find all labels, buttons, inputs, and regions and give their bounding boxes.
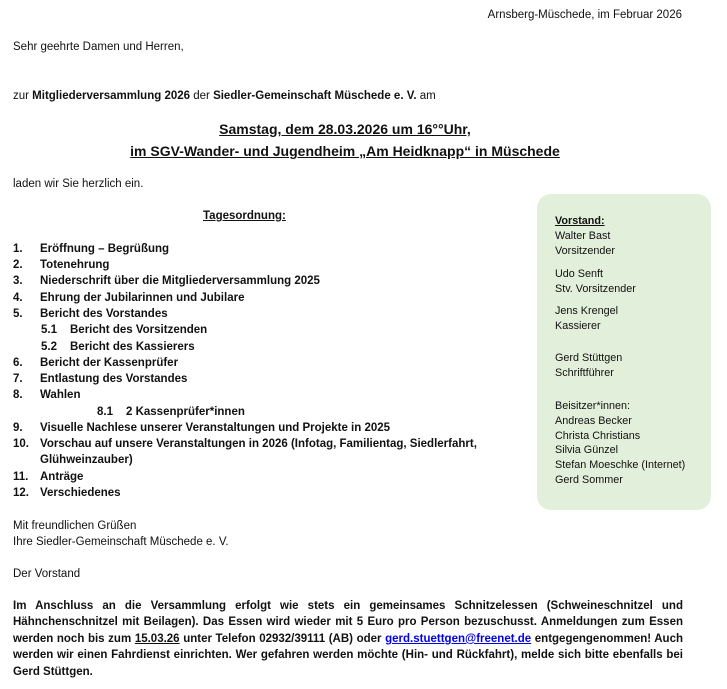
closing-org: Ihre Siedler-Gemeinschaft Müschede e. V. xyxy=(13,536,229,548)
event-date-line: Samstag, dem 28.03.2026 um 16°°Uhr, xyxy=(219,121,471,137)
email-link[interactable]: gerd.stuettgen@freenet.de xyxy=(385,632,532,645)
meeting-name: Mitgliederversammlung 2026 xyxy=(32,90,191,102)
place-date: Arnsberg-Müschede, im Februar 2026 xyxy=(487,9,682,21)
intro-middle: der xyxy=(190,90,214,102)
assessor-name: Stefan Moeschke (Internet) xyxy=(555,459,686,471)
intro-suffix: am xyxy=(416,90,436,102)
board-member-role: Vorsitzender xyxy=(555,245,616,257)
invite-text: laden wir Sie herzlich ein. xyxy=(13,178,144,190)
board-heading: Vorstand: xyxy=(555,215,605,227)
salutation: Sehr geehrte Damen und Herren, xyxy=(13,41,184,53)
event-venue-line: im SGV-Wander- und Jugendheim „Am Heidknapp“ in Müschede xyxy=(130,143,560,159)
closing-greeting: Mit freundlichen Grüßen xyxy=(13,520,137,532)
board-member-name: Jens Krengel xyxy=(555,305,619,317)
board-member-role: Schriftführer xyxy=(555,367,614,379)
assessors-heading: Beisitzer*innen: xyxy=(555,400,631,412)
assessor-name: Christa Christians xyxy=(555,430,641,442)
board-member-role: Kassierer xyxy=(555,320,601,332)
board-member-name: Udo Senft xyxy=(555,268,604,280)
closing-signature: Der Vorstand xyxy=(13,568,81,580)
assessor-name: Andreas Becker xyxy=(555,415,632,427)
intro-prefix: zur xyxy=(13,90,33,102)
board-member-name: Walter Bast xyxy=(555,230,611,242)
assessor-name: Gerd Sommer xyxy=(555,474,623,486)
intro-line xyxy=(13,89,436,103)
assessor-name: Silvia Günzel xyxy=(555,444,619,456)
deadline-date: 15.03.26 xyxy=(134,632,180,645)
board-member-name: Gerd Stüttgen xyxy=(555,352,623,364)
board-member-role: Stv. Vorsitzender xyxy=(555,283,636,295)
agenda-heading: Tagesordnung: xyxy=(203,210,286,222)
club-name: Siedler-Gemeinschaft Müschede e. V. xyxy=(213,90,417,102)
dinner-info-paragraph: Im Anschluss an die Versammlung erfolgt wie stets ein gemeinsames Schnitzelessen (Schweineschnitzel und Hähnchenschnitzel mit Beilagen). Das Essen wird wieder mit 5 Euro pro Person bezuschusst. Anmeldungen zum Essen werden noch bis zum 15.03.26 unter Telefon 02932/39111 (AB) oder gerd.stuettgen@freenet.de entgegengenommen! Auch werden wir einen Fahrdienst einrichten. Wer gefahren werden möchte (Hin- und Rückfahrt), melde sich bitte ebenfalls bei Gerd Stüttgen. xyxy=(13,600,684,678)
